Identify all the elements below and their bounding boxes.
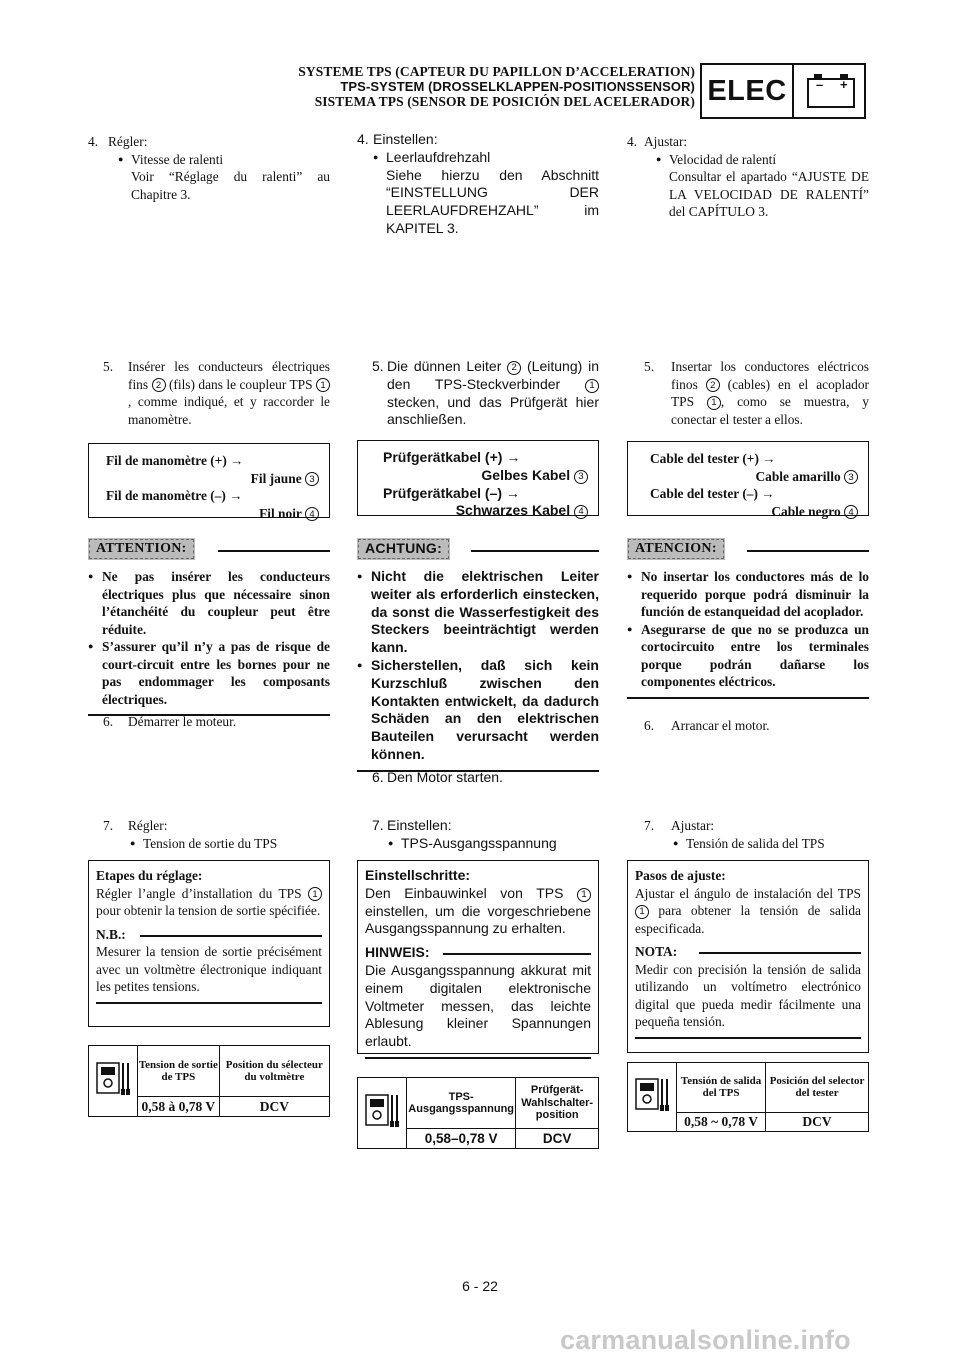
de-measure-table <box>357 1077 599 1149</box>
multimeter-icon <box>89 1046 138 1117</box>
procedure-title: Etapes du réglage: <box>96 868 203 883</box>
text-part: pour obtenir la tension de sortie spécifiée. <box>96 903 321 918</box>
table-header: Position du sélecteur du voltmètre <box>219 1046 329 1097</box>
spec-line: Gelbes Kabel <box>481 466 571 483</box>
step-text: Siehe hierzu den Abschnitt “EINSTELLUNG DER LEERLAUFDREHZAHL” im KAPITEL 3. <box>386 166 599 236</box>
header-title-de: TPS-SYSTEM (DROSSELKLAPPEN-POSITIONSSENSOR) <box>340 79 695 94</box>
table-value: 0,58 ~ 0,78 V <box>677 1112 766 1131</box>
de-step-6 <box>357 769 599 787</box>
note-tag: HINWEIS: <box>365 944 430 961</box>
text-part: (fils) dans le coupleur TPS <box>165 376 316 392</box>
section-tag: ELEC <box>702 65 794 117</box>
callout-number: 1 <box>635 905 649 919</box>
es-measure-table <box>627 1062 869 1132</box>
step-title: Einstellen: <box>373 131 438 147</box>
step-number: 5. <box>372 358 384 374</box>
procedure-title: Pasos de ajuste: <box>635 868 726 883</box>
bullet-text: TPS-Ausgangsspannung <box>401 834 557 851</box>
callout-number: 4 <box>844 505 858 519</box>
callout-number: 4 <box>305 507 319 521</box>
de-step-4 <box>357 131 599 238</box>
de-caution <box>357 538 599 772</box>
step-text: Consultar el apartado “AJUSTE DE LA VELOCIDAD DE RALENTÍ” del CAPÍTULO 3. <box>669 169 869 219</box>
note-text: Die Ausgangsspannung akkurat mit einem digitalen elektronische Voltmeter messen, das leichte Ablesung kleiner Spannungen erlaubt. <box>365 961 591 1050</box>
bullet-text: Vitesse de ralenti <box>131 151 224 167</box>
callout-number: 4 <box>574 505 588 519</box>
step-title: Régler: <box>128 818 168 833</box>
table-value: DCV <box>516 1129 599 1149</box>
spec-line: Cable negro <box>771 503 841 519</box>
note-tag: N.B.: <box>96 926 126 942</box>
fr-caution <box>88 538 330 716</box>
step-title: Einstellen: <box>387 817 452 833</box>
es-step-7 <box>627 817 869 852</box>
step-title: Régler: <box>108 134 148 149</box>
text-part: stecken, und das Prüfgerät hier anschließen. <box>387 393 599 428</box>
es-step-6 <box>627 717 869 735</box>
page-number: 6 - 22 <box>462 1278 498 1294</box>
spec-line: Schwarzes Kabel <box>455 502 571 519</box>
step-text: Démarrer le moteur. <box>128 714 237 729</box>
section-tag-box <box>700 63 866 119</box>
caution-bullet: ● Asegurarse de que no se produzca un cortocircuito entre los terminales porque podrán dañarse los componentes eléctricos. <box>627 621 869 691</box>
fr-step-5 <box>88 358 330 428</box>
fr-step-4 <box>88 133 330 203</box>
spec-line: Cable del tester (–) → <box>650 486 775 501</box>
text-part: Die dünnen Leiter <box>387 358 508 374</box>
multimeter-icon <box>358 1078 407 1149</box>
step-number: 5. <box>103 359 114 374</box>
caution-tag: ATENCION: <box>627 538 725 560</box>
es-step-4 <box>627 133 869 221</box>
caution-bullet: ● Nicht die elektrischen Leiter weiter als erforderlich einstecken, da sonst die Wasserfestigkeit des Steckers beeinträchtigt werden kann. <box>357 568 599 657</box>
page-header <box>240 64 695 109</box>
fr-step-7 <box>88 817 330 852</box>
step-title: Ajustar: <box>671 818 715 833</box>
bullet-text: Tension de sortie du TPS <box>143 835 278 851</box>
es-spec-box <box>627 441 869 519</box>
fr-step-6 <box>88 713 330 731</box>
watermark-text: carmanualsonline.info <box>560 1325 851 1355</box>
bullet-text: Velocidad de ralentí <box>669 151 777 167</box>
table-header: TPS-Ausgangsspannung <box>407 1078 516 1129</box>
es-caution <box>627 538 869 699</box>
table-header: Posición del selector del tester <box>766 1063 869 1113</box>
text-part: Den Einbauwinkel von TPS <box>365 884 577 901</box>
text-part: (Leitung) in den TPS-Steckverbinder <box>387 358 599 392</box>
note-text: Medir con precisión la tensión de salida utilizando un voltímetro electrónico digital que pueda medir fácilmente una pequeña tensión. <box>635 961 861 1029</box>
step-text: Den Motor starten. <box>387 769 503 785</box>
caution-tag: ACHTUNG: <box>357 538 450 560</box>
fr-measure-table <box>88 1045 330 1117</box>
step-number: 7. <box>103 818 114 833</box>
note-text: Mesurer la tension de sortie précisément avec un voltmètre électronique indiquant les petites tensions. <box>96 944 322 994</box>
note-tag: NOTA: <box>635 944 678 959</box>
battery-icon <box>794 65 864 117</box>
callout-number: 1 <box>707 396 721 410</box>
text-part: para obtener la tensión de salida especificada. <box>635 903 861 936</box>
spec-line: Fil noir <box>259 505 302 521</box>
step-title: Ajustar: <box>644 134 688 149</box>
callout-number: 1 <box>585 379 599 393</box>
step-number: 4. <box>357 131 369 147</box>
text-part: (cables) en el acoplador TPS <box>671 376 869 409</box>
callout-number: 2 <box>507 361 521 375</box>
fr-spec-box <box>88 443 330 521</box>
es-procedure-box <box>627 860 869 1053</box>
bullet-text: Leerlaufdrehzahl <box>386 148 491 165</box>
table-header: Prüfgerät-Wahlschalter-position <box>516 1078 599 1129</box>
spec-line: Prüfgerätkabel (+) → <box>383 449 521 465</box>
step-text: Voir “Réglage du ralenti” au Chapitre 3. <box>131 169 330 202</box>
callout-number: 2 <box>706 378 720 392</box>
header-title-es: SISTEMA TPS (SENSOR DE POSICIÓN DEL ACELERADOR) <box>314 94 695 109</box>
fr-procedure-box <box>88 860 330 1027</box>
step-number: 7. <box>372 817 384 833</box>
callout-number: 1 <box>308 887 322 901</box>
de-spec-box <box>357 440 599 519</box>
spec-line: Prüfgerätkabel (–) → <box>383 484 520 501</box>
text-part: , como se muestra, y conectar el tester a ellos. <box>671 394 869 427</box>
multimeter-icon <box>628 1063 677 1132</box>
table-value: 0,58 à 0,78 V <box>138 1097 220 1117</box>
battery-minus-sign: – <box>816 77 824 92</box>
text-part: Ajustar el ángulo de instalación del TPS <box>635 885 861 901</box>
battery-plus-sign: + <box>840 77 848 92</box>
spec-line: Cable del tester (+) → <box>650 451 776 466</box>
table-value: 0,58–0,78 V <box>407 1129 516 1149</box>
callout-number: 1 <box>316 378 330 392</box>
table-header: Tensión de salida del TPS <box>677 1063 766 1113</box>
callout-number: 1 <box>577 888 591 902</box>
procedure-title: Einstellschritte: <box>365 867 471 883</box>
caution-tag: ATTENTION: <box>88 538 195 560</box>
step-number: 6. <box>103 714 114 729</box>
table-header: Tension de sortie de TPS <box>138 1046 220 1097</box>
text-part: Insertar los conductores eléctricos finos <box>671 359 869 392</box>
de-step-7 <box>357 817 599 853</box>
de-step-5 <box>357 358 599 429</box>
spec-line: Fil jaune <box>250 470 302 486</box>
text-part: einstellen, um die vorgeschriebene Ausgangsspannung zu erhalten. <box>365 902 591 937</box>
text-part: Régler l’angle d’installation du TPS <box>96 885 308 901</box>
step-text: Arrancar el motor. <box>671 718 770 733</box>
spec-line: Cable amarillo <box>755 468 841 484</box>
spec-line: Fil de manomètre (–) → <box>106 488 243 503</box>
bullet-text: Tensión de salida del TPS <box>686 835 825 851</box>
step-number: 6. <box>372 769 384 785</box>
de-procedure-box <box>357 860 599 1054</box>
caution-bullet: ● Sicherstellen, daß sich kein Kurzschluß zwischen den Kontakten entwickelt, da dadurch Schäden an den elektrischen Bauteilen verursacht werden können. <box>357 657 599 764</box>
step-number: 6. <box>644 718 655 733</box>
step-number: 4. <box>627 134 638 149</box>
table-value: DCV <box>766 1112 869 1131</box>
caution-bullet: ● Ne pas insérer les conducteurs électriques plus que nécessaire sinon l’étanchéité du coupleur peut être réduite. <box>88 568 330 638</box>
step-number: 4. <box>88 134 99 149</box>
caution-bullet: ● No insertar los conductores más de lo requerido porque podrá disminuir la función de estanqueidad del acoplador. <box>627 568 869 621</box>
table-value: DCV <box>219 1097 329 1117</box>
callout-number: 3 <box>844 470 858 484</box>
caution-bullet: ● S’assurer qu’il n’y a pas de risque de court-circuit entre les bornes pour ne pas endommager les composants électriques. <box>88 638 330 708</box>
callout-number: 3 <box>574 470 588 484</box>
step-number: 5. <box>644 359 655 374</box>
header-title-fr: SYSTEME TPS (CAPTEUR DU PAPILLON D’ACCELERATION) <box>298 64 695 79</box>
step-number: 7. <box>644 818 655 833</box>
text-part: , comme indiqué, et y raccorder le manomètre. <box>128 394 330 427</box>
text-part: Insérer les conducteurs électriques fins <box>128 359 330 392</box>
spec-line: Fil de manomètre (+) → <box>106 453 244 468</box>
callout-number: 3 <box>305 472 319 486</box>
es-step-5 <box>627 358 869 428</box>
callout-number: 2 <box>152 378 166 392</box>
